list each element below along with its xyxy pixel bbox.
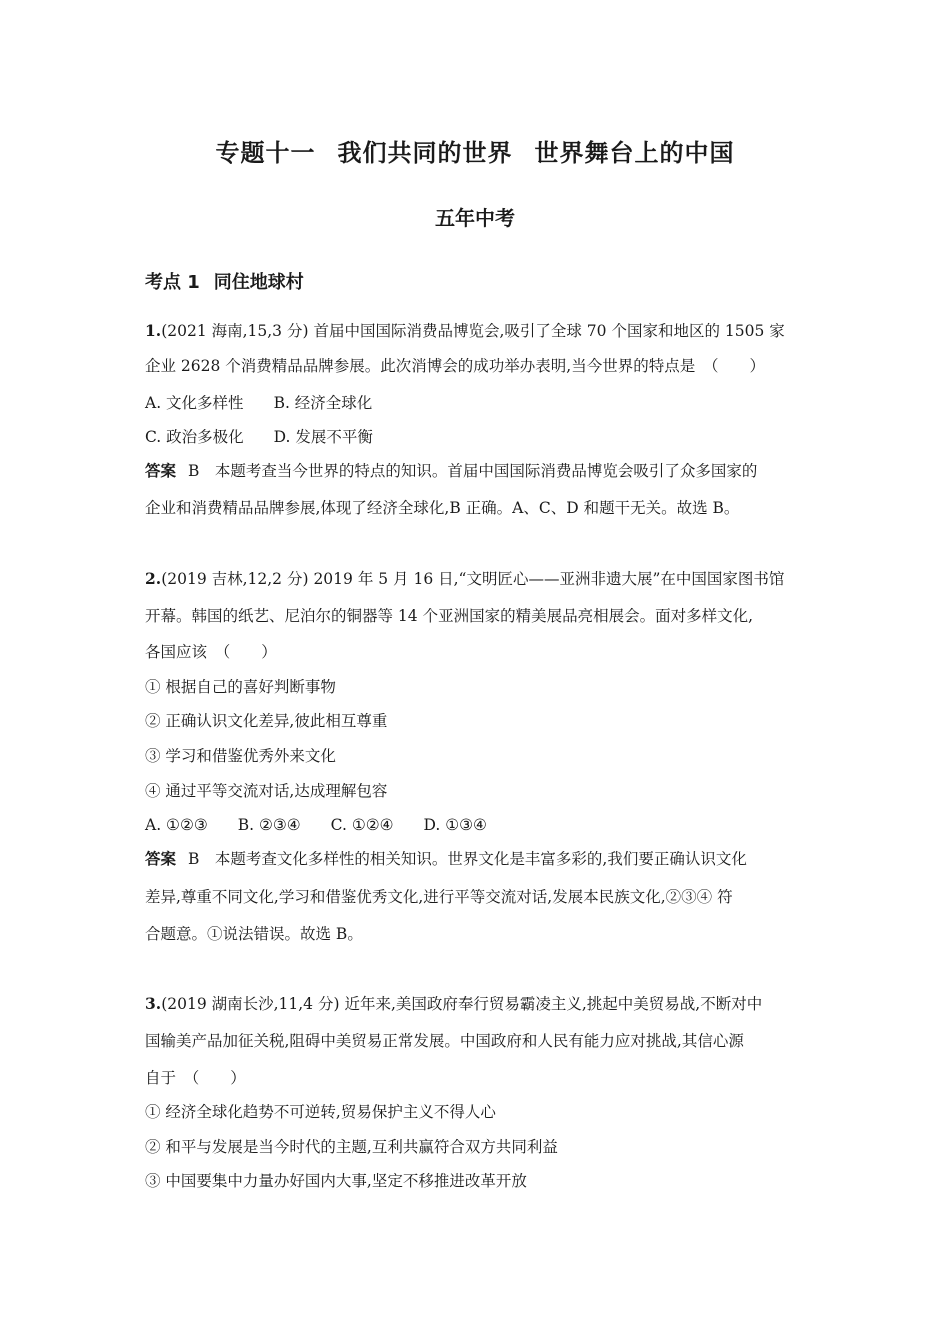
q1-number: 1.	[145, 321, 162, 340]
q2-option-a: A. ①②③	[145, 816, 208, 834]
q2-options-row	[145, 815, 815, 835]
q2-stem-text-1: (2019 吉林,12,2 分) 2019 年 5 月 16 日,“文明匠心——亚洲非遗大展”在中国国家图书馆	[161, 570, 785, 588]
q1-option-c: C. 政治多极化	[145, 428, 244, 446]
page-title	[0, 133, 950, 168]
section-heading	[145, 268, 304, 294]
q3-stem-line-1	[145, 994, 815, 1014]
q1-stem-line-2: 企业 2628 个消费精品品牌参展。此次消博会的成功举办表明,当今世界的特点是 （ ）	[145, 357, 765, 375]
q2-item-2: ② 正确认识文化差异,彼此相互尊重	[145, 712, 388, 730]
q2-answer-line-3: 合题意。①说法错误。故选 B。	[145, 925, 363, 943]
q3-stem-line-2: 国输美产品加征关税,阻碍中美贸易正常发展。中国政府和人民有能力应对挑战,其信心源	[145, 1032, 744, 1050]
q1-option-d: D. 发展不平衡	[273, 428, 373, 446]
q1-answer-text-1: B 本题考查当今世界的特点的知识。首届中国国际消费品博览会吸引了众多国家的	[188, 462, 758, 480]
section-name: 同住地球村	[213, 272, 304, 293]
q2-answer-line-2: 差异,尊重不同文化,学习和借鉴优秀文化,进行平等交流对话,发展本民族文化,②③④ 符	[145, 888, 733, 906]
q2-item-4: ④ 通过平等交流对话,达成理解包容	[145, 782, 388, 800]
q1-answer-label: 答案	[145, 462, 177, 480]
q1-options-row-2	[145, 427, 815, 447]
q2-answer-line-1	[145, 849, 815, 869]
title-part-3: 世界舞台上的中国	[534, 139, 735, 167]
q3-stem-line-3: 自于 （ ）	[145, 1069, 246, 1087]
q2-option-d: D. ①③④	[423, 816, 487, 834]
q2-stem-line-2: 开幕。韩国的纸艺、尼泊尔的铜器等 14 个亚洲国家的精美展品亮相展会。面对多样文化,	[145, 607, 754, 625]
q3-item-3: ③ 中国要集中力量办好国内大事,坚定不移推进改革开放	[145, 1172, 527, 1190]
title-part-2: 我们共同的世界	[337, 139, 513, 167]
q1-options-row-1	[145, 393, 815, 413]
section-label: 考点 1	[145, 272, 200, 293]
q1-option-a: A. 文化多样性	[145, 394, 244, 412]
q3-item-1: ① 经济全球化趋势不可逆转,贸易保护主义不得人心	[145, 1103, 496, 1121]
q2-stem-line-1	[145, 569, 815, 589]
q2-answer-label: 答案	[145, 850, 177, 868]
q2-number: 2.	[145, 569, 162, 588]
q2-option-c: C. ①②④	[330, 816, 394, 834]
page-subtitle: 五年中考	[435, 206, 515, 230]
q2-answer-text-1: B 本题考查文化多样性的相关知识。世界文化是丰富多彩的,我们要正确认识文化	[188, 850, 747, 868]
q2-stem-line-3: 各国应该 （ ）	[145, 643, 277, 661]
q3-item-2: ② 和平与发展是当今时代的主题,互利共赢符合双方共同利益	[145, 1138, 558, 1156]
q1-stem-text-1: (2021 海南,15,3 分) 首届中国国际消费品博览会,吸引了全球 70 个国家和地区的 1505 家	[161, 322, 785, 340]
q2-option-b: B. ②③④	[237, 816, 301, 834]
title-part-1: 专题十一	[215, 139, 316, 167]
q3-number: 3.	[145, 994, 162, 1013]
q1-answer-line-2: 企业和消费精品品牌参展,体现了经济全球化,B 正确。A、C、D 和题干无关。故选 B。	[145, 499, 740, 517]
q1-option-b: B. 经济全球化	[273, 394, 373, 412]
q1-stem-line-1	[145, 321, 815, 341]
q3-stem-text-1: (2019 湖南长沙,11,4 分) 近年来,美国政府奉行贸易霸凌主义,挑起中美贸易战,不断对中	[161, 995, 763, 1013]
q2-item-3: ③ 学习和借鉴优秀外来文化	[145, 747, 336, 765]
q2-item-1: ① 根据自己的喜好判断事物	[145, 678, 336, 696]
q1-answer-line-1	[145, 461, 815, 481]
